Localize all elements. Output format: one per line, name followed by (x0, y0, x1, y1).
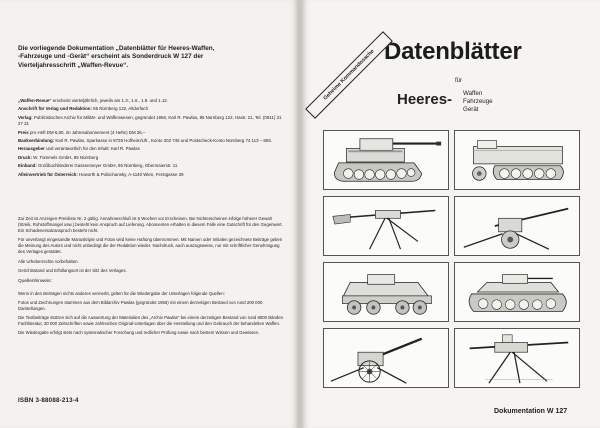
source-paragraph: Die Textbeiträge stützen sich auf die Auswertung der Materialien des „Archiv Pawlas“ bei einem derzeitigen Bestand von rund 8000 Bänden Fachliteratur, 30 000 Zeitschriften sowie zahlreichen Original-Unterlagen über die Herstellung und den Gebrauch der behandelten Waffen. (18, 315, 284, 327)
impressum-label: Preis (18, 129, 29, 135)
impressum-text: Publizistisches Archiv für Militär- und Waffenwesen, gegründet 1956, Karl R. Pawlas, 85 Nürnberg 122, Hastr. 21, Tel. (0911) 31 27 21 (18, 114, 282, 127)
impressum-label: Einband: (18, 163, 37, 169)
light-tank-illustration (454, 262, 580, 322)
machinegun-icon (324, 197, 448, 255)
intro-line: -Fahrzeuge und -Gerät“ erscheint als Sonderdruck W 127 der (18, 53, 204, 61)
impressum-text: 85 Nürnberg 122, Altdorfach (91, 106, 149, 112)
impressum-text: und verantwortlich für den Inhalt: Karl R. Pawlas (44, 146, 140, 152)
halftrack-illustration (454, 130, 580, 190)
impressum-row (18, 163, 286, 169)
subtitle-waffen: Waffen (463, 90, 483, 97)
impressum-text: pro Heft DM 6,80, im Jahresabonnement (4 Hefte) DM 26,– (28, 129, 146, 135)
cover-title: Datenblätter (384, 38, 522, 65)
armored-car-icon (324, 263, 448, 321)
impressum-row (18, 130, 286, 136)
cover-fuer: für (455, 78, 463, 84)
subtitle-fahrzeuge: Fahrzeuge (463, 98, 493, 106)
impressum-label: Verlag: (18, 114, 33, 120)
publisher-notes (18, 216, 286, 277)
cover-heeres: Heeres- (397, 91, 453, 108)
heavy-mg-illustration (454, 328, 580, 388)
stamp-area (304, 30, 392, 118)
howitzer-illustration (323, 328, 449, 388)
impressum-label: Bankverbindung: (18, 138, 55, 143)
impressum-row (18, 172, 286, 178)
impressum-label: Alleinvertrieb für Österreich: (18, 171, 78, 177)
impressum-text: Karl R. Pawlas, Sparkasse in 8729 Hofheim/Ufr., Konto 302 745 und Postscheck-Konto Nürnberg 74 113 – 855. (54, 138, 272, 143)
tank-icon (324, 131, 448, 189)
impressum-label: „Waffen-Revue“ (18, 98, 52, 103)
antitank-gun-illustration (454, 196, 580, 256)
light-tank-icon (455, 263, 579, 321)
machinegun-illustration (323, 196, 449, 256)
classified-stamp: Geheime Kommandosache (305, 31, 393, 119)
impressum-row (18, 146, 286, 152)
impressum-text: Howorth & Polischansky, A-1140 Wien, Ferstgasse 39 (77, 171, 184, 177)
impressum-row (18, 138, 286, 144)
impressum-label: Herausgeber (18, 146, 45, 152)
impressum-text: Großbuchbinderei Gassenmeyer GmbH, 85 Nürnberg, Obermaierstr. 11 (36, 163, 178, 169)
impressum-label: Druck: (18, 154, 32, 160)
intro-line: Vierteljahresschrift „Waffen-Revue“. (18, 61, 129, 69)
heavy-mg-icon (455, 329, 579, 387)
note-paragraph: Zur Zeit ist Anzeigen-Preisliste Nr. 2 gültig. Annahmeschluß ist 6 Wochen vor Erscheinen. Bei Nichterscheinen infolge höherer Gewalt (Streik, Rohstoffmangel usw.) besteht kein Anspruch auf Lieferung. Abonnenten erhalten in diesem Falle eine Gutschrift für den Gegenwert. Ein Schadenersatzanspruch besteht nicht. (18, 216, 283, 234)
impressum-row (18, 98, 286, 104)
impressum-text: W. Tümmels GmbH, 85 Nürnberg (31, 154, 99, 160)
note-paragraph: Gerichtsstand und Erfüllungsort ist der Sitz des Verlages. (18, 267, 127, 273)
isbn-number: ISBN 3-88088-213-4 (18, 397, 79, 404)
cover-subtitles (463, 90, 493, 115)
sources-heading: Quellenhinweis: (18, 279, 52, 284)
source-paragraph: Fotos und Zeichnungen stammen aus dem Bildarchiv Pawlas (gegründet 1956) mit einem derzeitigen Bestand von rund 200 000 Darstellungen. (18, 299, 263, 311)
source-paragraph: Die Wiedergabe erfolgt stets nach systematischer Forschung und redlicher Prüfung sowie nach bestem Wissen und Gewissen. (18, 330, 260, 336)
cannon-icon (455, 197, 579, 255)
document-number: Dokumentation W 127 (494, 408, 568, 415)
sources-section (18, 279, 286, 339)
illustration-grid (323, 130, 585, 394)
left-page (0, 0, 298, 428)
impressum-text: erscheint vierteljährlich, jeweils am 1.3., 1.6., 1.9. und 1.12. (51, 98, 168, 103)
source-paragraph: Wenn in den Beiträgen nichts anderes vermerkt, gelten für die Wiedergabe der Unterlagen folgende Quellen: (18, 290, 225, 296)
subtitle-geraet: Gerät (463, 106, 479, 114)
impressum-row (18, 106, 286, 112)
tank-illustration (323, 130, 449, 190)
impressum-label: Anschrift für Verlag und Redaktion: (18, 106, 92, 112)
note-paragraph: Für unverlangt eingesandte Manuskripte und Fotos wird keine Haftung übernommen. Mit Namen oder Initialen gezeichnete Beiträge geben die Meinung des Autors und nicht unbedingt die der Redaktion wieder. Nachdruck, auch auszugsweise, nur mit schriftlicher Genehmigung des Verlages gestattet. (18, 237, 283, 255)
impressum (18, 98, 286, 180)
howitzer-icon (324, 329, 448, 387)
impressum-row (18, 155, 286, 161)
impressum-row (18, 115, 286, 128)
intro-line: Die vorliegende Dokumentation „Datenblätter für Heeres-Waffen, (18, 45, 215, 52)
armored-car-illustration (323, 262, 449, 322)
note-paragraph: Alle Urheberrechte vorbehalten. (18, 258, 79, 264)
halftrack-icon (455, 131, 579, 189)
intro-text (18, 45, 280, 70)
